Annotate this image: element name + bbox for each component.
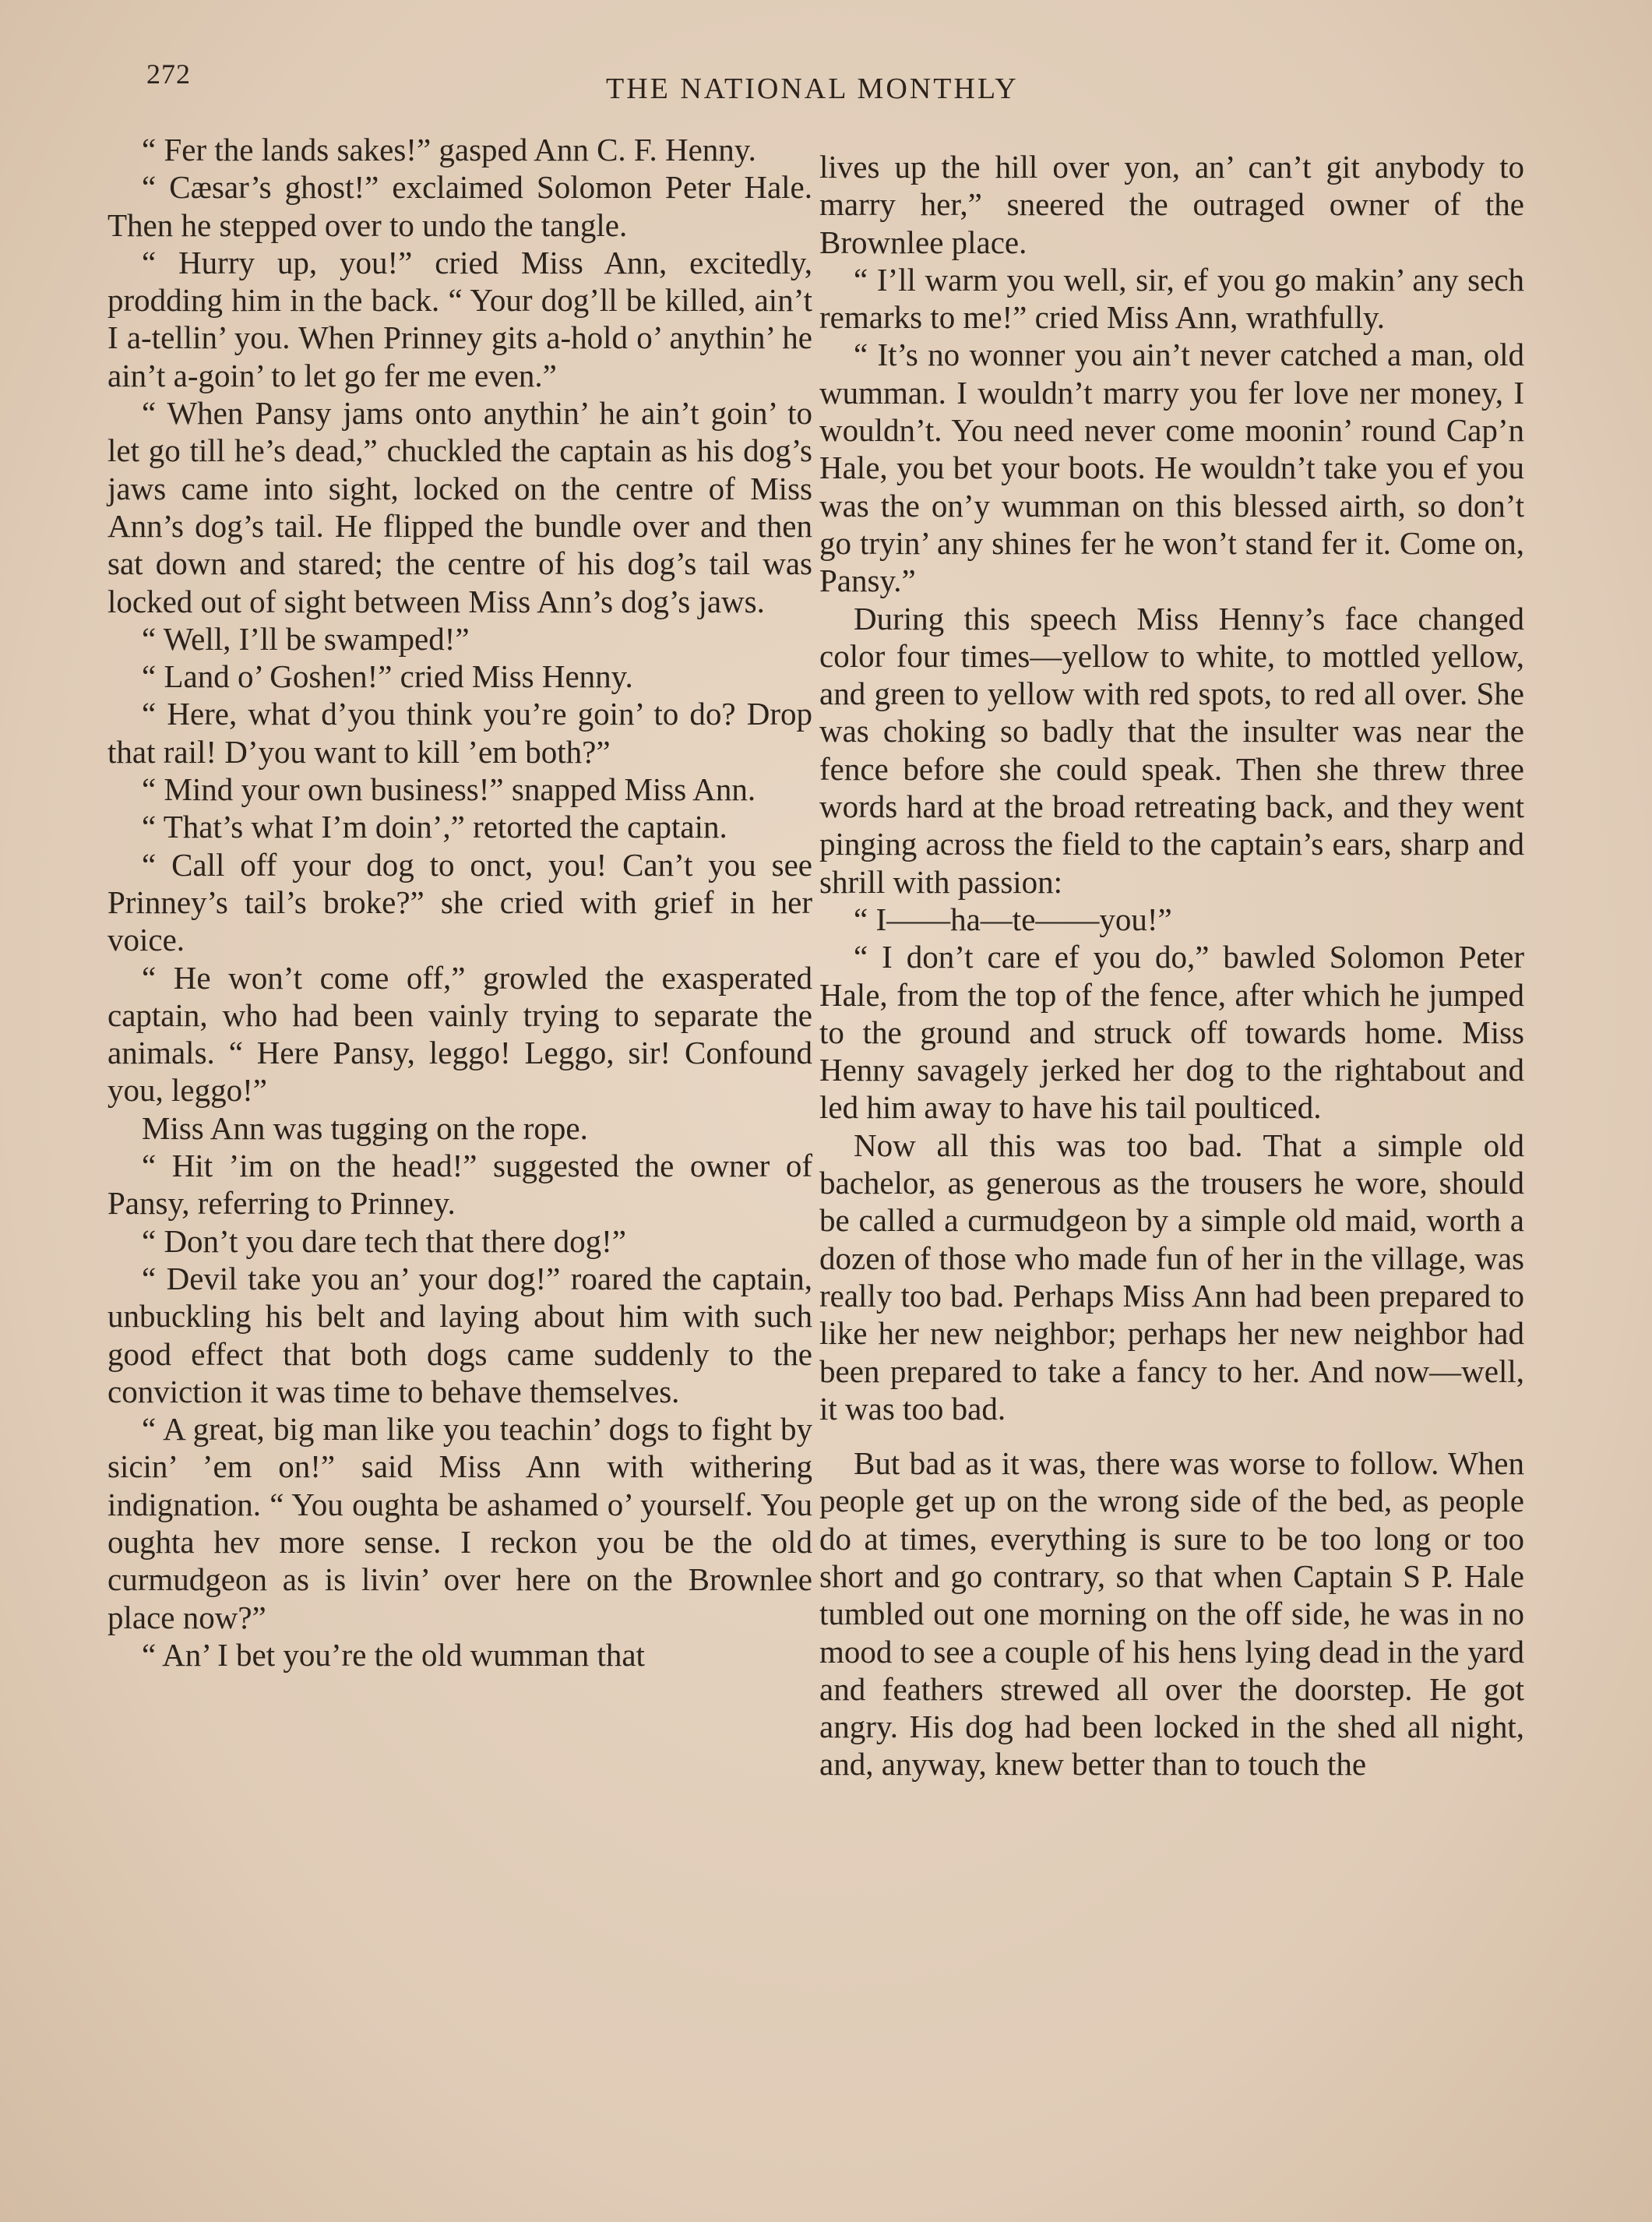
paragraph: “ Here, what d’you think you’re goin’ to do? Drop that rail! D’you want to kill ’em both?”	[107, 696, 812, 770]
paragraph: “ Fer the lands sakes!” gasped Ann C. F. Henny.	[142, 132, 756, 168]
right-column	[819, 148, 1524, 1783]
paragraph: “ Call off your dog to onct, you! Can’t you see Prinney’s tail’s broke?” she cried with grief in her voice.	[107, 846, 812, 958]
paragraph: “ Hurry up, you!” cried Miss Ann, excitedly, prodding him in the back. “ Your dog’ll be killed, ain’t I a-tellin’ you. When Prinney gits a-hold o’ anythin’ he ain’t a-goin’ to let go fer me even.”	[107, 244, 812, 393]
paragraph: “ An’ I bet you’re the old wumman that	[142, 1636, 645, 1673]
page-number: 272	[146, 58, 191, 90]
paragraph: “ Devil take you an’ your dog!” roared the captain, unbuckling his belt and laying about him with such good effect that both dogs came suddenly to the conviction it was time to behave themselves.	[107, 1260, 812, 1409]
paragraph: “ He won’t come off,” growled the exasperated captain, who had been vainly trying to separate the animals. “ Here Pansy, leggo! Leggo, sir! Confound you, leggo!”	[107, 959, 812, 1109]
paragraph: During this speech Miss Henny’s face changed color four times—yellow to white, to mottled yellow, and green to yellow with red spots, to red all over. She was choking so badly that the insulter was near the fence before she could speak. Then she threw three words hard at the broad retreating back, and they went pinging across the field to the captain’s ears, sharp and shrill with passion:	[819, 600, 1524, 900]
paragraph: “ When Pansy jams onto anythin’ he ain’t goin’ to let go till he’s dead,” chuckled the captain as his dog’s jaws came into sight, locked on the centre of Miss Ann’s dog’s tail. He flipped the bundle over and then sat down and stared; the centre of his dog’s tail was locked out of sight between Miss Ann’s dog’s jaws.	[107, 395, 812, 619]
left-column	[107, 131, 812, 1674]
paragraph: “ A great, big man like you teachin’ dogs to fight by sicin’ ’em on!” said Miss Ann with withering indignation. “ You oughta be ashamed o’ yourself. You oughta hev more sense. I reckon you be the old curmudgeon as is livin’ over here on the Brownlee place now?”	[107, 1411, 812, 1635]
paragraph: “ That’s what I’m doin’,” retorted the captain.	[142, 809, 727, 845]
paragraph: “ Hit ’im on the head!” suggested the owner of Pansy, referring to Prinney.	[107, 1148, 812, 1222]
paragraph: “ Cæsar’s ghost!” exclaimed Solomon Peter Hale. Then he stepped over to undo the tangle.	[107, 169, 812, 243]
paragraph: “ Mind your own business!” snapped Miss Ann.	[142, 771, 756, 808]
paragraph: “ I——ha—te——you!”	[854, 901, 1172, 937]
paragraph: Now all this was too bad. That a simple old bachelor, as generous as the trousers he wore, should be called a curmudgeon by a simple old maid, worth a dozen of those who made fun of her in the village, was really too bad. Perhaps Miss Ann had been prepared to like her new neighbor; perhaps her new neighbor had been prepared to take a fancy to her. And now—well, it was too bad.	[819, 1127, 1524, 1427]
paragraph: “ It’s no wonner you ain’t never catched a man, old wumman. I wouldn’t marry you fer love ner money, I wouldn’t. You need never come moonin’ round Cap’n Hale, you bet your boots. He wouldn’t take you ef you was the on’y wumman on this blessed airth, so don’t go tryin’ any shines fer he won’t stand fer it. Come on, Pansy.”	[819, 337, 1524, 599]
paragraph: Miss Ann was tugging on the rope.	[142, 1109, 588, 1146]
paragraph-continued: lives up the hill over yon, an’ can’t git anybody to marry her,” sneered the outraged owner of the Brownlee place.	[819, 149, 1524, 260]
paragraph: “ Well, I’ll be swamped!”	[142, 620, 470, 657]
paragraph: “ I don’t care ef you do,” bawled Solomon Peter Hale, from the top of the fence, after which he jumped to the ground and struck off towards home. Miss Henny savagely jerked her dog to the rightabout and led him away to have his tail poulticed.	[819, 939, 1524, 1126]
paragraph: “ I’ll warm you well, sir, ef you go makin’ any sech remarks to me!” cried Miss Ann, wrathfully.	[819, 261, 1524, 336]
paragraph: “ Land o’ Goshen!” cried Miss Henny.	[142, 658, 633, 695]
running-head: THE NATIONAL MONTHLY	[606, 72, 1019, 105]
paragraph: “ Don’t you dare tech that there dog!”	[142, 1222, 626, 1259]
paragraph: But bad as it was, there was worse to follow. When people get up on the wrong side of the bed, as people do at times, everything is sure to be too long or too short and go contrary, so that when Captain S P. Hale tumbled out one morning on the off side, he was in no mood to see a couple of his hens lying dead in the yard and feathers strewed all over the doorstep. He got angry. His dog had been locked in the shed all night, and, anyway, knew better than to touch the	[819, 1445, 1524, 1783]
